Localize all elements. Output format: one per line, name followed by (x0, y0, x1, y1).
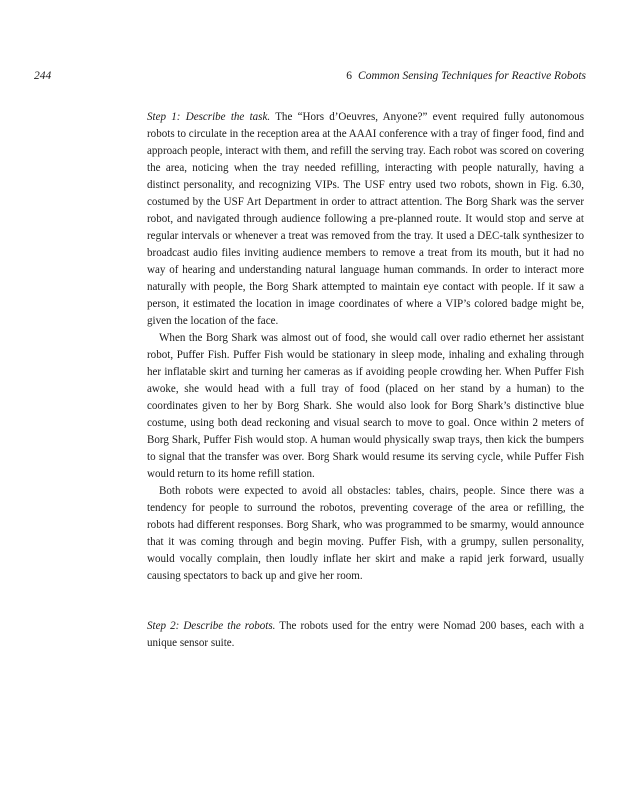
running-head (346, 70, 586, 82)
step2-label: Step 2: Describe the robots. (147, 620, 276, 632)
step1-label: Step 1: Describe the task. (147, 111, 271, 123)
obstacle-paragraph: Both robots were expected to avoid all obstacles: tables, chairs, people. Since there was a tendency for people to surround the robotos, preventing coverage of the area or refilling, the robots had different responses. Borg Shark, who was programmed to be smarmy, would announce that it was coming through and begin moving. Puffer Fish, with a grumpy, sullen personality, would vocally complain, then loudly inflate her skirt and make a rapid jerk forward, usually causing spectators to back up and give her room. (147, 485, 584, 582)
puffer-fish-paragraph: When the Borg Shark was almost out of food, she would call over radio ethernet her assistant robot, Puffer Fish. Puffer Fish would be stationary in sleep mode, inhaling and exhaling through her inflatable skirt and turning her cameras as if avoiding people crowding her. When Puffer Fish awoke, she would head with a full tray of food (placed on her stand by a human) to the coordinates given to her by Borg Shark. She would also look for Borg Shark’s distinctive blue costume, using both dead reckoning and visual search to move to goal. Once within 2 meters of Borg Shark, Puffer Fish would stop. A human would physically swap trays, then kick the bumpers to signal that the transfer was over. Borg Shark would resume its serving cycle, while Puffer Fish would return to its home refill station. (147, 332, 584, 480)
chapter-title: Common Sensing Techniques for Reactive Robots (358, 70, 586, 82)
chapter-number: 6 (346, 70, 353, 82)
page-number: 244 (34, 70, 52, 82)
step2-text: The robots used for the entry were Nomad 200 bases, each with a unique sensor suite. (147, 620, 584, 649)
step1-text: The “Hors d’Oeuvres, Anyone?” event required fully autonomous robots to circulate in the reception area at the AAAI conference with a tray of finger food, find and approach people, interact with them, and refill the serving tray. Each robot was scored on covering the area, noticing when the tray needed refilling, interacting with people naturally, having a distinct personality, and recognizing VIPs. The USF entry used two robots, shown in Fig. 6.30, costumed by the USF Art Department in order to attract attention. The Borg Shark was the server robot, and navigated through audience following a pre-planned route. It would stop and serve at regular intervals or whenever a treat was removed from the tray. It used a DEC-talk synthesizer to broadcast audio files inviting audience members to remove a treat from its mouth, but it had no way of hearing and understanding natural language human commands. In order to interact more naturally with people, the Borg Shark attempted to maintain eye contact with people. If it saw a person, it estimated the location in image coordinates of where a VIP’s colored badge might be, given the location of the face. (147, 111, 584, 327)
page-header (34, 70, 586, 88)
body-text (147, 109, 584, 652)
step1-paragraph (147, 109, 584, 330)
step2-paragraph (147, 618, 584, 652)
